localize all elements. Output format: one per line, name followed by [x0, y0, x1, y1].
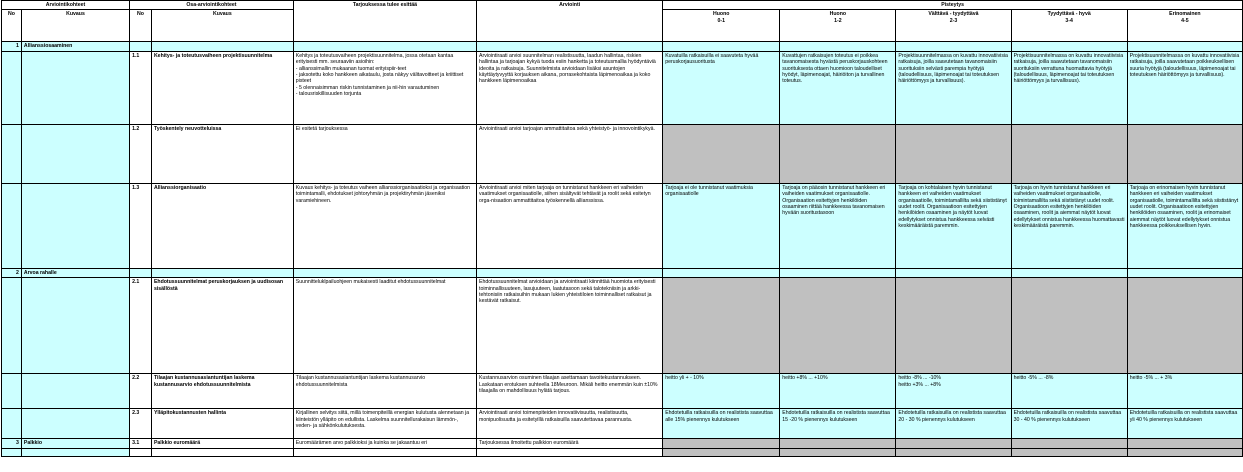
- row-2-3-no: 2.3: [130, 409, 152, 439]
- row-2-2-score-2: heitto -8% ... -10% heitto +3% ... +8%: [896, 374, 1011, 409]
- score-col-3-name: Tyydyttävä - hyvä: [1047, 11, 1091, 18]
- header-arviointi: Arviointi: [477, 1, 663, 42]
- row-2-2-esittaa: Tilaajan kustannusasiantuntijan laskema kustannusarvio ehdotussuunnitelmista: [293, 374, 476, 409]
- score-col-2-name: Välttävä - tyydyttävä: [928, 11, 979, 18]
- row-1-2-no: 1.2: [130, 124, 152, 183]
- header-kuvaus: Kuvaus: [21, 10, 129, 42]
- row-2-2-score-0: heitto yli + - 10%: [663, 374, 780, 409]
- row-2-3-score-0: Ehdotetuilla ratkaisuilla on realistista saavuttaa alle 15% pienennys kulutukseen: [663, 409, 780, 439]
- score-col-1-range: 1-2: [834, 17, 842, 24]
- section-1-title: Allianssiosaaminen: [21, 42, 129, 51]
- table-row-1-2: [2, 124, 1243, 183]
- section-row-3: [2, 439, 1243, 448]
- section-2-title: Arvoa rahalle: [21, 268, 129, 277]
- row-1-2-arviointi: Arviointiraati arvioi tarjoajan ammattitaitoa sekä yhteistyö- ja innovointikykyä.: [477, 124, 663, 183]
- score-col-0-range: 0-1: [717, 17, 725, 24]
- row-2-2-score-1: heitto +8% ... +10%: [780, 374, 896, 409]
- row-2-1-arviointi: Ehdotussuunnitelmat arvioidaan ja arviointiraati kiinnittää huomiota erityisesti toiminnallisuuteen, lasujuuteen, laatutasoon sekä talotekniisin ja arkki-tehtonisiin ratkaisuihin mukaan lukien yhteistiloien toiminnalliset ratkaisut ja kestävät ratkaisut.: [477, 278, 663, 374]
- row-2-2-title: Tilaajan kustannusasiantuntijan laskema kustannusarvio ehdotussuunnitelmista: [151, 374, 293, 409]
- section-row-2: [2, 268, 1243, 277]
- row-1-1-score-1: Kuvattujen ratkaisujen toteutus ei poikkea tavanomaisesta hyvästä peruskorjauskohteen suorituksesta ottaen huomioon taloudelliset hyödyt, läpimenoajat, häiriöiton ja turvallinen toteutus.: [780, 51, 896, 124]
- section-2-no: 2: [2, 268, 22, 277]
- row-1-3-score-2: Tarjoaja on kohtalaisen hyvin tunnistanut hankkeen eri vaiheiden vaatimukset organisaatiolle, toimintamallilta sekä siististänyt uudet roolit. Organisaatioon esitettyjen henkilöiden osaaminen ja näytöt luovat edellytykset onnistua hankkeessa selvästi keskimääräistä paremmin.: [896, 183, 1011, 268]
- row-1-1-esittaa: Kehitys ja toteutusvaiheen projektisuunnitelma, jossa otetaan kantaa erityisesti mm. seuraaviin asioihin: - allianssimallin mukaanan tuomat erityispiir-teet - jaksotettu koko hankkeen aikataulu, josta näkyy välitavoitteet ja kriittiset pisteet - 5 olennaisimman riskin tunnistaminen ja nii-hin varautuminen - talousriskillisuuden torjunta: [293, 51, 476, 124]
- row-1-3-score-0: Tarjoaja ei ole tunnistanut vaatimuksia organisaatiolle: [663, 183, 780, 268]
- score-col-2-range: 2-3: [949, 17, 958, 24]
- row-1-1-score-3: Projektisuunnitelmassa on kuvattu innovatiivisia ratkaisuja, joilla saavutetaan tavanomaisiin suorituksiin verrattuna huomattavia hyötyjä (taloudellisuus, läpimenoajat tai toteutuksen häiriöttömyys ja turvallisuus).: [1011, 51, 1127, 124]
- row-3-1-arviointi: Tarjouksessa ilmoitettu palkkion euromäärä: [477, 439, 663, 448]
- row-1-3-title: Allianssiorganisaatio: [151, 183, 293, 268]
- table-row-1-1: [2, 51, 1243, 124]
- header-kuvaus-2: Kuvaus: [151, 10, 293, 42]
- row-1-3-score-4: Tarjoaja on erinomaisen hyvin tunnistanut hankkeen eri vaiheiden vaatimukset organisaatiolle, toimintamallilta sekä siististänyt uudet roolit. Organisaatioon esitettyjen henkilöiden osaaminen, roolit ja erinomaiset aiemmat näytöt luovat edellytykset onnistua hankkeessa poikkeuksellisen hyvin.: [1127, 183, 1242, 268]
- row-1-1-no: 1.1: [130, 51, 152, 124]
- row-2-3-arviointi: Arviointiraati arvioi toimenpiteiden innovatiivisuutta, realistisuutta, monipuolisuutta ja esitetyillä ratkaisuilla saavutettavaa parannusta.: [477, 409, 663, 439]
- table-row-2-3: [2, 409, 1243, 439]
- row-2-3-title: Ylläpitokustannusten hallinta: [151, 409, 293, 439]
- section-row-1: [2, 42, 1243, 51]
- header-tarjouksessa: Tarjouksessa tulee esittää: [293, 1, 476, 42]
- section-3-no: 3: [2, 439, 22, 448]
- row-1-1-score-4: Projektisuunnitelmassa on kuvattu innovatiivisia ratkaisuja, joilla saavutetaan poikkeuksellisen suuria hyötyjä (taloudellisuus, läpimenoajat tai toteutuksen häiriöttömyys ja turvallisuus).: [1127, 51, 1242, 124]
- row-1-2-title: Työskentely neuvotteluissa: [151, 124, 293, 183]
- row-3-1-title: Palkkio euromäärä: [151, 439, 293, 448]
- row-2-1-no: 2.1: [130, 278, 152, 374]
- header-arviointikohteet: Arviointikohteet: [2, 1, 130, 10]
- row-2-2-score-3: heitto -5% ... -8%: [1011, 374, 1127, 409]
- header-row-1: [2, 1, 1243, 10]
- row-2-2-arviointi: Kustannusarvion osuminen tilaajan asettamaan tavoitekustannukseen. Laskataan erotuksen suhteella 18Meuroon. Mikäli heitto enemmän kuin ±10% tilaajalla on mahdollisuus hylätä tarjous.: [477, 374, 663, 409]
- row-2-1-esittaa: Suunnitteluklpailuohjeen mukaisesti laaditut ehdotussuunnitelmat: [293, 278, 476, 374]
- row-1-3-score-3: Tarjoaja on hyvin tunnistanut hankkeen eri vaiheiden vaatimukset organisaatiolle, toimintamallilta sekä siististänyt uudet roolit. Organisaatioon esitettyjen henkilöiden osaaminen, roolit ja aiemmat näytöt luovat edellytykset onnistua hankkeessa huomattavasti keskimääräistä paremmin.: [1011, 183, 1127, 268]
- table-row-3-2: [2, 448, 1243, 456]
- header-no-2: No: [130, 10, 152, 42]
- header-no: No: [2, 10, 22, 42]
- row-1-1-arviointi: Arviointiraati arvioi suunnitelman realistisuutta, laadun hallintaa, riskien hallintaa ja tarjoajan kykyä tuoda esiin hanketta ja toteutusmallia hyödyntäviä ideoita ja ratkaisuja. Suunnitelmista arvioidaan lisäksi asuntojen käyttäytyvyyttä korjauksen aikana, porrasekohtaista läpimenoaikaa ja koko hankkeen läpimenoaikaa: [477, 51, 663, 124]
- row-3-1-no: 3.1: [130, 439, 152, 448]
- row-2-3-esittaa: Kirjallinen selvitys siitä, millä toimenpiteillä energian kulutusta alennetaan ja kiinteistön ylläpito on edullista. Laskelma suunnitellurakaisun lämmön-, veden- ja sähkönkulutuksesta.: [293, 409, 476, 439]
- row-2-3-score-4: Ehdotetuilla ratkaisuilla on realistista saavuttaa yli 40 % pienennys kulutukseen: [1127, 409, 1242, 439]
- row-2-3-score-2: Ehdotetuilla ratkaisuilla on realistista saavuttaa 20 - 30 % pienennys kulutukseen: [896, 409, 1011, 439]
- header-pisteytys: Pisteytys: [663, 1, 1243, 10]
- row-1-3-score-1: Tarjoaja on pääosin tunnistanut hankkeen eri vaiheiden vaatimukset organisaatiolle. Organisaation esitettyjen henkilöiden osaaminen riittää hankkeessa tavanomaisen hyvään suoritustasoon: [780, 183, 896, 268]
- row-1-3-no: 1.3: [130, 183, 152, 268]
- score-col-2: [896, 10, 1011, 42]
- score-col-1: [780, 10, 896, 42]
- evaluation-table: [1, 0, 1243, 457]
- row-1-1-score-0: Kuvatuilla ratkaisuilla ei saavuteta hyvää peruskorjausuoritusta: [663, 51, 780, 124]
- table-row-2-1: [2, 278, 1243, 374]
- row-1-2-esittaa: Ei esitetä tarjouksessa: [293, 124, 476, 183]
- score-col-1-name: Huono: [829, 11, 847, 18]
- row-3-1-esittaa: Euromäärämen arvo palkkioksi ja kuinka se jakaantuu eri: [293, 439, 476, 448]
- score-col-4-name: Erinomainen: [1169, 11, 1201, 18]
- score-col-4: [1127, 10, 1242, 42]
- row-2-3-score-1: Ehdotetuilla ratkaisuilla on realistista saavuttaa 15 -20 % pienennys kulutukseen: [780, 409, 896, 439]
- score-col-3-range: 3-4: [1065, 17, 1073, 24]
- row-2-2-no: 2.2: [130, 374, 152, 409]
- score-col-0-name: Huono: [713, 11, 730, 18]
- row-2-3-score-3: Ehdotetuilla ratkaisuilla on realistista saavuttaa 30 - 40 % pienennys kulutukseen: [1011, 409, 1127, 439]
- table-row-2-2: [2, 374, 1243, 409]
- section-3-title: Palkkio: [21, 439, 129, 448]
- row-1-3-arviointi: Arviointiraati arvioi miten tarjoaja on tunnistanut hankkeen eri vaiheiden vaatimukset organisaatiolle, siihen sisältyvät tehtävät ja roolit sekä esitetyn orga-nisaation ammattitaitoa työskennellä allianssissa.: [477, 183, 663, 268]
- row-1-1-score-2: Projektisuunnitelmassa on kuvattu innovatiivisia ratkaisuja, joilla saavutetaan tavanomaisiin suorituksiin selvästi parempia hyötyjä (taloudellisuus, läpimenoajat tai toteutuksen häiriöttömyys ja turvallisuus).: [896, 51, 1011, 124]
- row-2-1-title: Ehdotussuunnitelmat peruskorjauksen ja uudisosan sisällöstä: [151, 278, 293, 374]
- row-1-1-title: Kehitys- ja toteutusvaiheen projektisuunnitelma: [151, 51, 293, 124]
- score-col-4-range: 4-5: [1181, 17, 1189, 24]
- row-2-2-score-4: heitto -5% ... + 3%: [1127, 374, 1242, 409]
- score-col-3: [1011, 10, 1127, 42]
- section-1-no: 1: [2, 42, 22, 51]
- row-1-3-esittaa: Kuvaus kehitys- ja toteutus vaiheen allianssiorganisaatioksi ja organisaation toimintamalli, ehdotukset johtoryhmän ja projektiryhmän jäseniksi varamiehineen.: [293, 183, 476, 268]
- score-col-0: [663, 10, 780, 42]
- header-osa-arviointikohteet: Osa-arviointikohteet: [130, 1, 294, 10]
- table-row-1-3: [2, 183, 1243, 268]
